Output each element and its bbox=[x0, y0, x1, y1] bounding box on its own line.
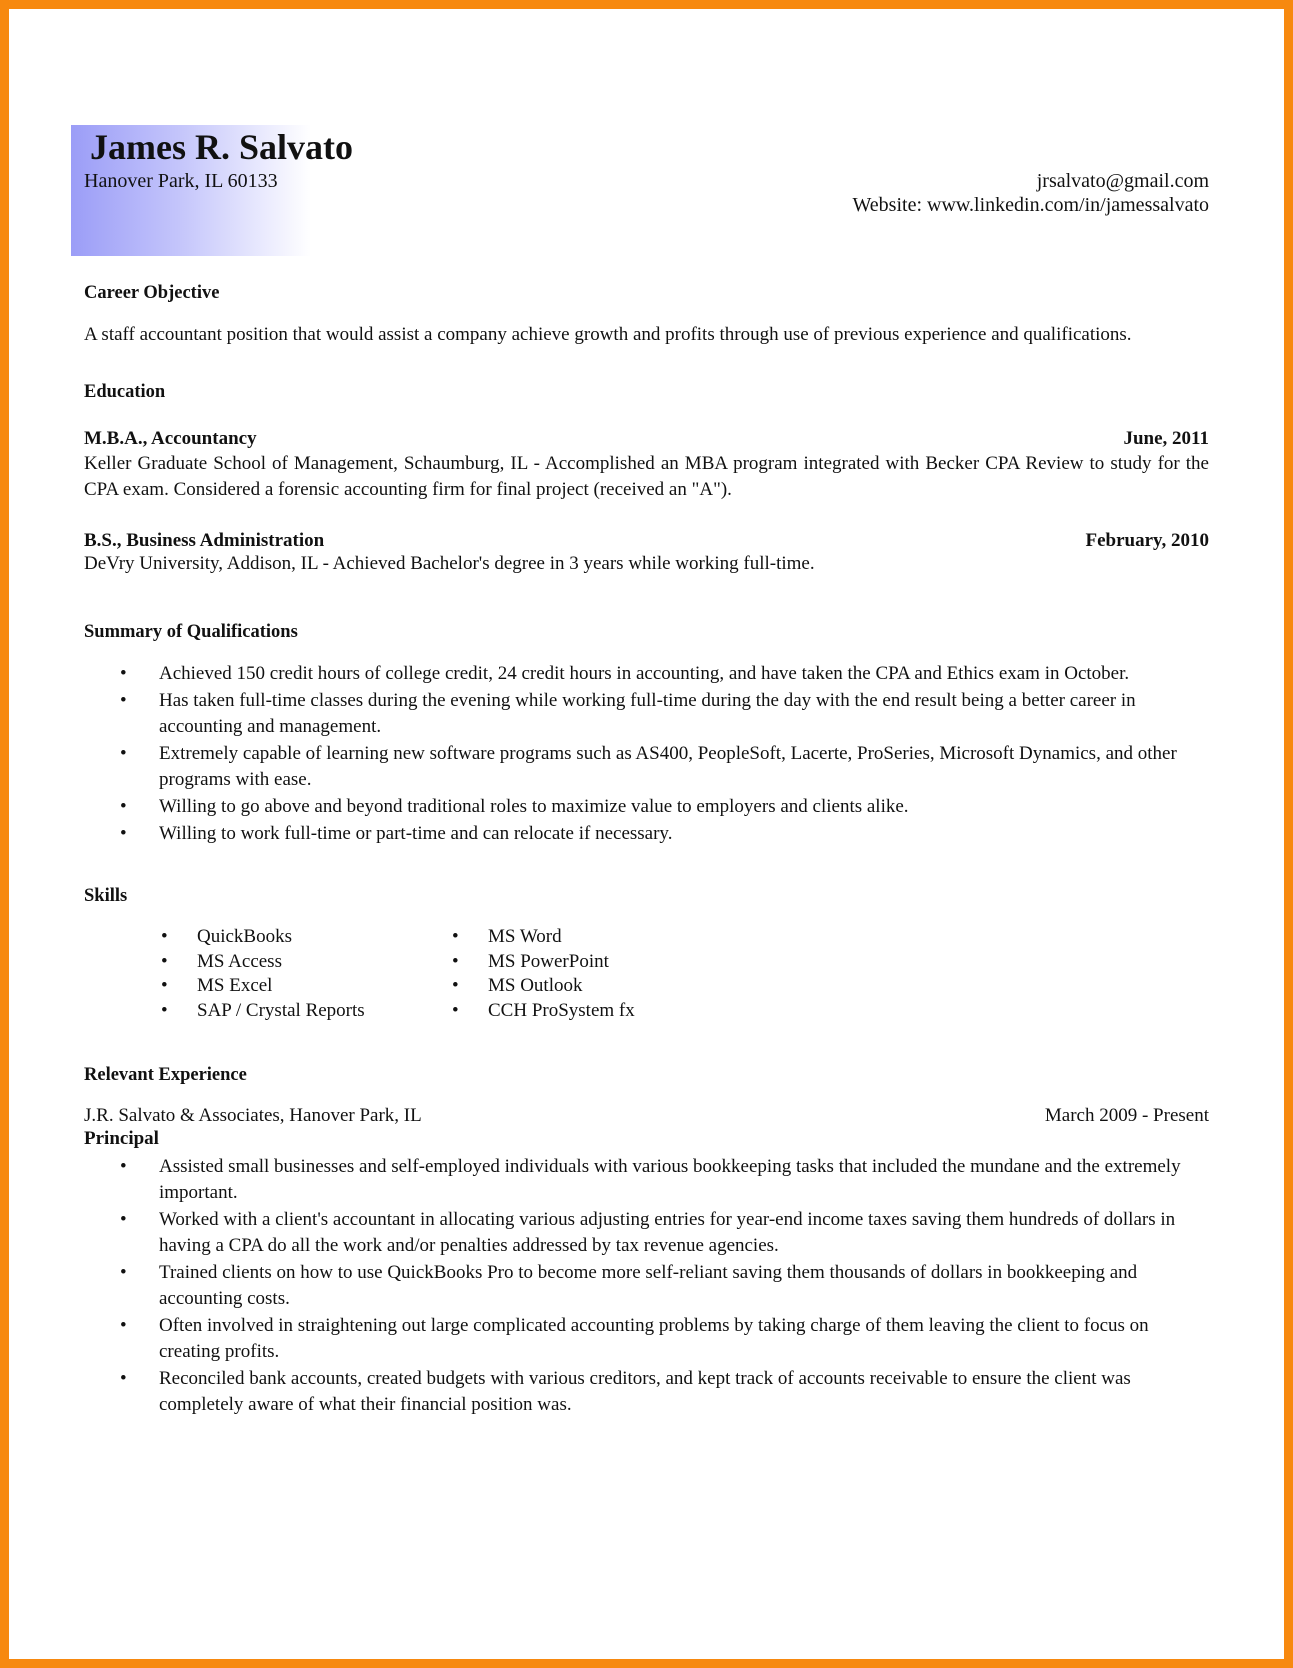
bullet-icon: • bbox=[120, 1262, 127, 1283]
skill-name: MS Access bbox=[197, 950, 282, 972]
bullet-icon: • bbox=[161, 999, 168, 1021]
qualification-text: Extremely capable of learning new software programs such as AS400, PeopleSoft, Lacerte, ProSeries, Microsoft Dynamics, and other programs with ease. bbox=[159, 743, 1177, 790]
bullet-icon: • bbox=[120, 663, 127, 684]
skill-name: QuickBooks bbox=[197, 926, 292, 947]
bullet-icon: • bbox=[120, 690, 127, 711]
education-date: February, 2010 bbox=[1085, 530, 1209, 551]
list-item bbox=[161, 999, 365, 1024]
skill-name: SAP / Crystal Reports bbox=[197, 999, 365, 1021]
qualification-text: Willing to go above and beyond traditional roles to maximize value to employers and clients alike. bbox=[159, 796, 909, 817]
education-degree: B.S., Business Administration bbox=[84, 530, 325, 551]
bullet-icon: • bbox=[120, 796, 127, 817]
experience-text: Often involved in straightening out large complicated accounting problems by taking charge of them leaving the client to focus on creating profits. bbox=[159, 1315, 1149, 1362]
qualification-text: Has taken full-time classes during the evening while working full-time during the day with the end result being a better career in accounting and management. bbox=[159, 690, 1136, 737]
list-item bbox=[84, 1154, 1209, 1206]
experience-heading: Relevant Experience bbox=[84, 1065, 247, 1085]
experience-title: Principal bbox=[84, 1128, 159, 1149]
experience-company: J.R. Salvato & Associates, Hanover Park, IL bbox=[84, 1105, 422, 1126]
experience-text: Trained clients on how to use QuickBooks Pro to become more self-reliant saving them thousands of dollars in bookkeeping and accounting costs. bbox=[159, 1262, 1138, 1309]
qualification-text: Willing to work full-time or part-time and can relocate if necessary. bbox=[159, 823, 673, 844]
bullet-icon: • bbox=[120, 1156, 127, 1177]
education-description: DeVry University, Addison, IL - Achieved Bachelor's degree in 3 years while working full-time. bbox=[84, 553, 815, 574]
skill-name: MS Word bbox=[488, 926, 562, 947]
candidate-email[interactable]: jrsalvato@gmail.com bbox=[1036, 170, 1209, 192]
list-item bbox=[452, 925, 635, 950]
skill-name: MS Excel bbox=[197, 975, 273, 996]
list-item bbox=[161, 974, 365, 999]
education-heading: Education bbox=[84, 382, 166, 402]
bullet-icon: • bbox=[120, 823, 127, 844]
bullet-icon: • bbox=[452, 926, 459, 947]
experience-text: Assisted small businesses and self-employed individuals with various bookkeeping tasks that included the mundane and the extremely important. bbox=[159, 1156, 1181, 1203]
bullet-icon: • bbox=[120, 1368, 127, 1389]
bullet-icon: • bbox=[120, 743, 127, 764]
experience-list bbox=[84, 1154, 1209, 1419]
list-item bbox=[84, 661, 1209, 687]
skills-heading: Skills bbox=[84, 886, 128, 906]
education-entry-1-header bbox=[84, 426, 1209, 452]
list-item bbox=[84, 1260, 1209, 1312]
experience-text: Reconciled bank accounts, created budgets with various creditors, and kept track of accounts receivable to ensure the client was completely aware of what their financial position was. bbox=[159, 1368, 1131, 1415]
bullet-icon: • bbox=[120, 1209, 127, 1230]
bullet-icon: • bbox=[452, 975, 459, 996]
objective-text: A staff accountant position that would assist a company achieve growth and profits through use of previous experience and qualifications. bbox=[84, 324, 1132, 345]
candidate-address: Hanover Park, IL 60133 bbox=[84, 170, 278, 192]
list-item bbox=[452, 950, 635, 975]
list-item bbox=[84, 821, 1209, 847]
list-item bbox=[452, 974, 635, 999]
qualifications-list bbox=[84, 661, 1209, 848]
experience-entry-header bbox=[84, 1103, 1209, 1129]
list-item bbox=[84, 1366, 1209, 1418]
bullet-icon: • bbox=[452, 950, 459, 972]
education-degree: M.B.A., Accountancy bbox=[84, 428, 257, 449]
candidate-website[interactable]: Website: www.linkedin.com/in/jamessalvato bbox=[852, 194, 1209, 216]
skill-name: MS PowerPoint bbox=[488, 950, 609, 972]
list-item bbox=[161, 950, 365, 975]
list-item bbox=[84, 794, 1209, 820]
bullet-icon: • bbox=[120, 1315, 127, 1336]
bullet-icon: • bbox=[161, 975, 168, 996]
list-item bbox=[84, 1313, 1209, 1365]
skill-name: MS Outlook bbox=[488, 975, 583, 996]
experience-dates: March 2009 - Present bbox=[1044, 1105, 1209, 1126]
experience-text: Worked with a client's accountant in allocating various adjusting entries for year-end income taxes saving them hundreds of dollars in having a CPA do all the work and/or penalties addressed by tax revenue agencies. bbox=[159, 1209, 1176, 1256]
bullet-icon: • bbox=[452, 999, 459, 1021]
skills-list-left bbox=[161, 925, 365, 1023]
list-item bbox=[161, 925, 365, 950]
education-description: Keller Graduate School of Management, Schaumburg, IL - Accomplished an MBA program integrated with Becker CPA Review to study for the CPA exam. Considered a forensic accounting firm for final project (received an "A"). bbox=[84, 453, 1209, 500]
objective-heading: Career Objective bbox=[84, 283, 220, 303]
qualification-text: Achieved 150 credit hours of college credit, 24 credit hours in accounting, and have taken the CPA and Ethics exam in October. bbox=[159, 663, 1130, 684]
list-item bbox=[452, 999, 635, 1024]
skill-name: CCH ProSystem fx bbox=[488, 999, 635, 1021]
skills-list-right bbox=[452, 925, 635, 1023]
education-date: June, 2011 bbox=[1123, 428, 1209, 449]
candidate-name: James R. Salvato bbox=[90, 127, 353, 167]
list-item bbox=[84, 1207, 1209, 1259]
bullet-icon: • bbox=[161, 950, 168, 972]
list-item bbox=[84, 688, 1209, 740]
list-item bbox=[84, 741, 1209, 793]
bullet-icon: • bbox=[161, 926, 168, 947]
qualifications-heading: Summary of Qualifications bbox=[84, 622, 298, 642]
